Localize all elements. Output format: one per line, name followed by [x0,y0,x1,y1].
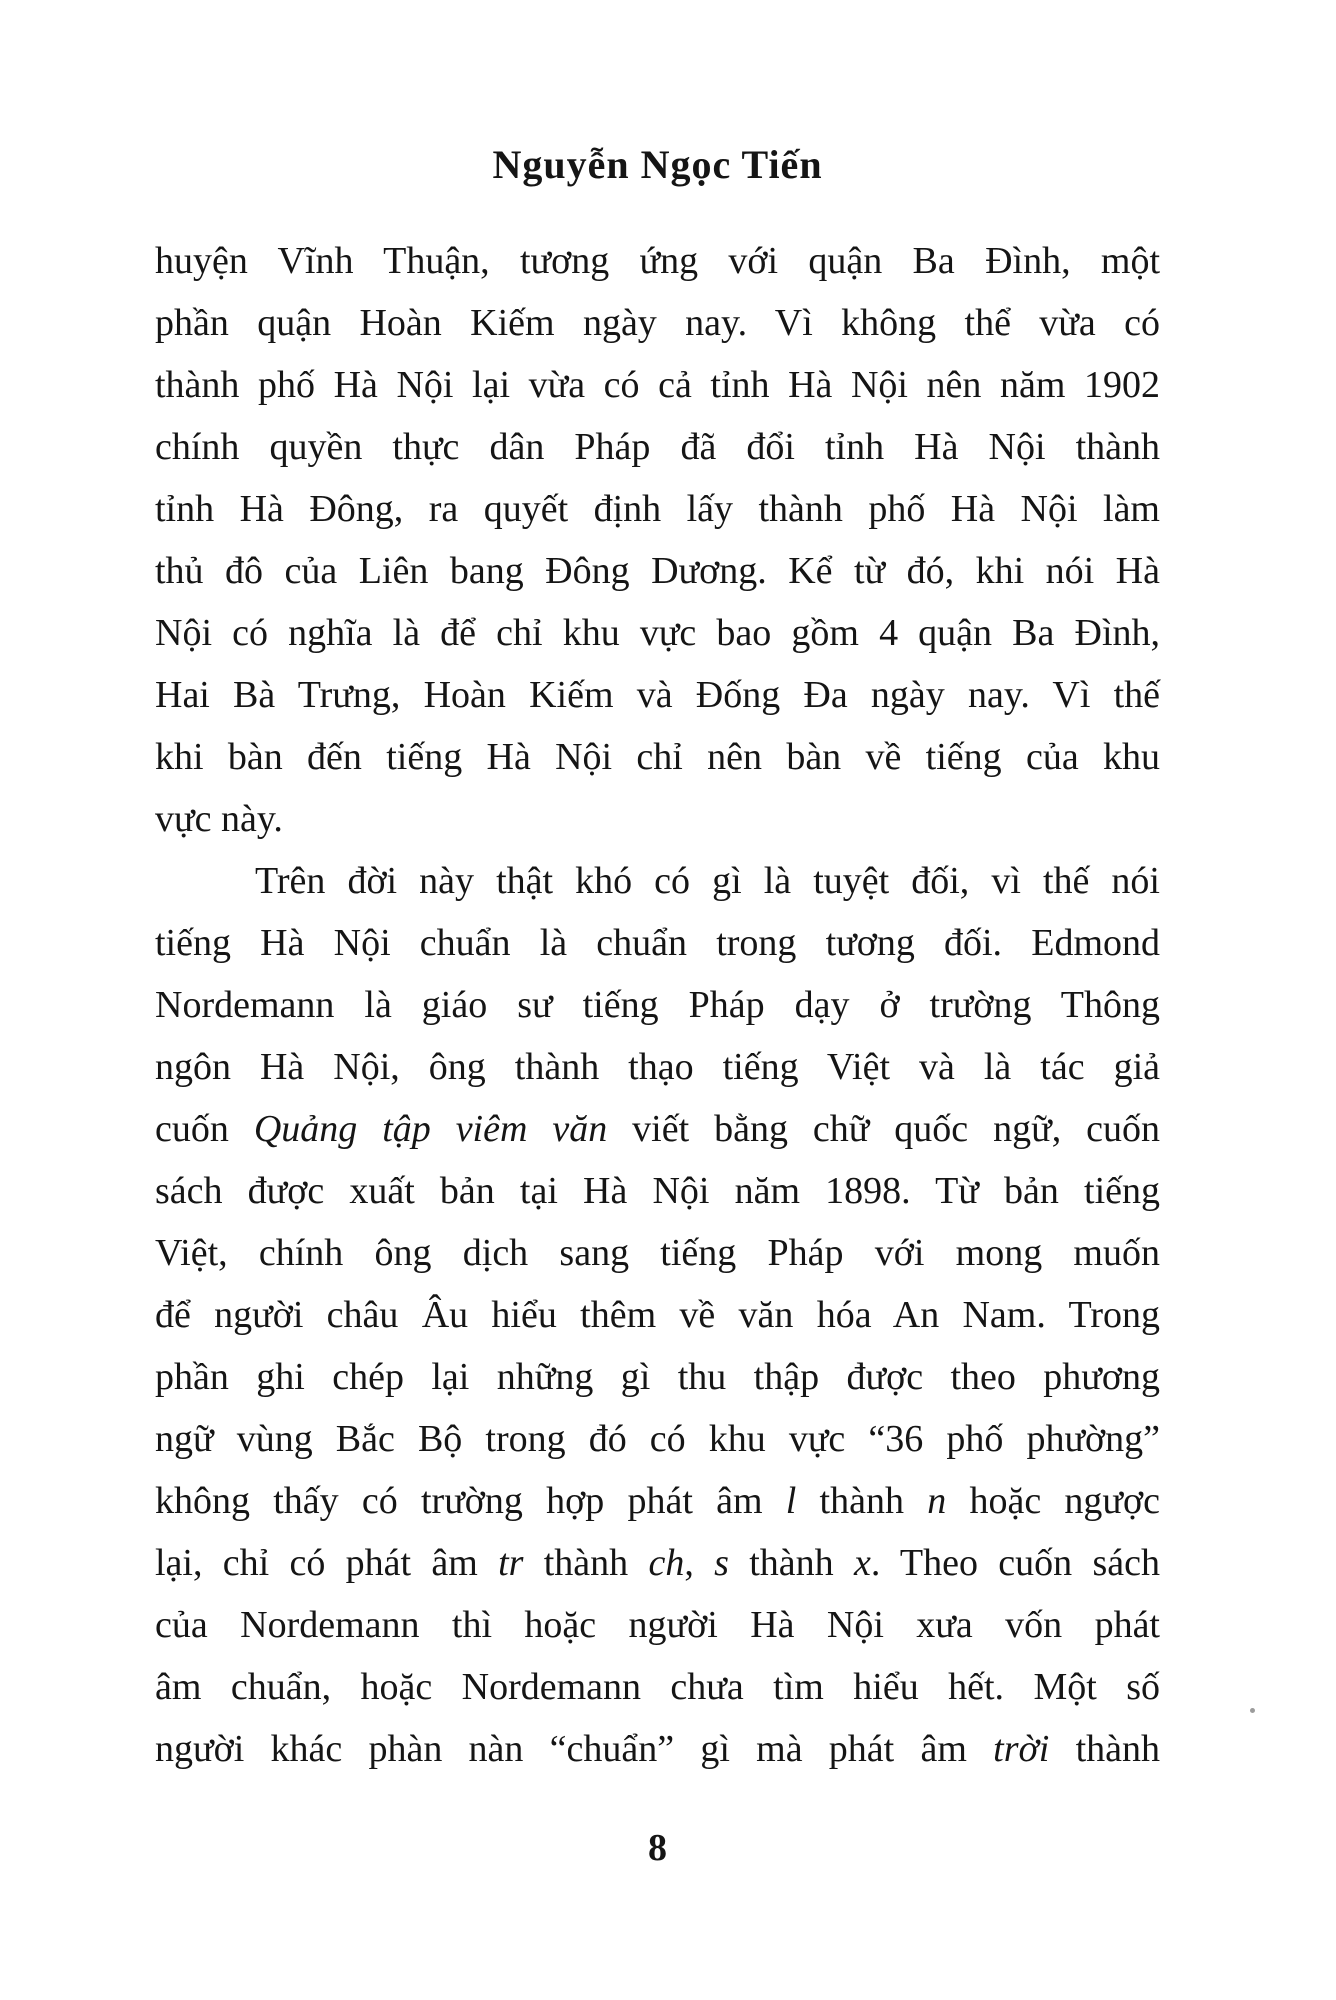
author-name: Nguyễn Ngọc Tiến [492,142,823,187]
phoneme-italic: tr [498,1542,524,1584]
text-line [155,974,1160,1036]
text-run: Trên đời này thật khó có gì là tuyệt đối, vì thế nói [255,860,1160,902]
text-run: ngữ vùng Bắc Bộ trong đó có khu vực “36 phố phường” [155,1418,1160,1460]
text-line [155,1656,1160,1718]
text-run: thành [796,1480,928,1522]
text-line [155,1470,1160,1532]
text-run: phần quận Hoàn Kiếm ngày nay. Vì không thể vừa có [155,302,1160,344]
text-run: phần ghi chép lại những gì thu thập được theo phương [155,1356,1160,1398]
text-line [155,664,1160,726]
text-line [155,1284,1160,1346]
page-body [155,230,1160,1780]
text-run: Nội có nghĩa là để chỉ khu vực bao gồm 4 quận Ba Đình, [155,612,1160,654]
phoneme-italic: x [853,1542,871,1584]
phoneme-italic: ch [648,1542,685,1584]
text-run: huyện Vĩnh Thuận, tương ứng với quận Ba Đình, một [155,240,1160,282]
text-line [155,540,1160,602]
text-run: sách được xuất bản tại Hà Nội năm 1898. Từ bản tiếng [155,1170,1160,1212]
text-line [155,1346,1160,1408]
text-run: thủ đô của Liên bang Đông Dương. Kể từ đó, khi nói Hà [155,550,1160,592]
text-line [155,602,1160,664]
text-run: thành [728,1542,854,1584]
text-run: khi bàn đến tiếng Hà Nội chỉ nên bàn về tiếng của khu [155,736,1160,778]
text-line [155,1222,1160,1284]
text-line [155,1160,1160,1222]
page-number: 8 [648,1827,667,1869]
text-run: thành phố Hà Nội lại vừa có cả tỉnh Hà Nội nên năm 1902 [155,364,1160,406]
text-run: , [684,1542,715,1584]
scan-speck [1250,1708,1255,1713]
text-line [155,1594,1160,1656]
text-line [155,230,1160,292]
phoneme-italic: s [714,1542,729,1584]
text-line [155,912,1160,974]
text-line [155,1718,1160,1780]
text-run: vực này. [155,798,283,840]
text-run: ngôn Hà Nội, ông thành thạo tiếng Việt và là tác giả [155,1046,1160,1088]
page-header-author [155,141,1160,189]
text-run: . Theo cuốn sách [870,1542,1160,1584]
text-line [155,478,1160,540]
text-run: lại, chỉ có phát âm [155,1542,499,1584]
text-run: để người châu Âu hiểu thêm về văn hóa An Nam. Trong [155,1294,1160,1336]
text-line-paragraph-start [155,850,1160,912]
text-run: Nordemann là giáo sư tiếng Pháp dạy ở trường Thông [155,984,1160,1026]
text-run: âm chuẩn, hoặc Nordemann chưa tìm hiểu hết. Một số [155,1666,1160,1708]
text-line [155,726,1160,788]
text-line [155,1532,1160,1594]
text-line [155,416,1160,478]
book-title-italic: Quảng tập viêm văn [253,1108,608,1150]
text-line-paragraph-end [155,788,1160,850]
word-italic: trời [993,1728,1050,1770]
phoneme-italic: n [927,1480,947,1522]
text-run: cuốn [155,1108,254,1150]
text-run: thành [523,1542,649,1584]
text-run: tiếng Hà Nội chuẩn là chuẩn trong tương đối. Edmond [155,922,1160,964]
text-line [155,292,1160,354]
text-run: Việt, chính ông dịch sang tiếng Pháp với mong muốn [155,1232,1160,1274]
phoneme-italic: l [785,1480,797,1522]
text-line [155,1408,1160,1470]
text-run: của Nordemann thì hoặc người Hà Nội xưa vốn phát [155,1604,1160,1646]
text-run: tỉnh Hà Đông, ra quyết định lấy thành phố Hà Nội làm [155,488,1160,530]
text-run: người khác phàn nàn “chuẩn” gì mà phát âm [155,1728,994,1770]
text-line [155,354,1160,416]
text-run: hoặc ngược [946,1480,1160,1522]
text-run: thành [1049,1728,1160,1770]
text-run: chính quyền thực dân Pháp đã đổi tỉnh Hà Nội thành [155,426,1160,468]
text-run: không thấy có trường hợp phát âm [155,1480,786,1522]
text-line [155,1036,1160,1098]
text-run: viết bằng chữ quốc ngữ, cuốn [607,1108,1160,1150]
text-run: Hai Bà Trưng, Hoàn Kiếm và Đống Đa ngày nay. Vì thế [155,674,1160,716]
text-line [155,1098,1160,1160]
